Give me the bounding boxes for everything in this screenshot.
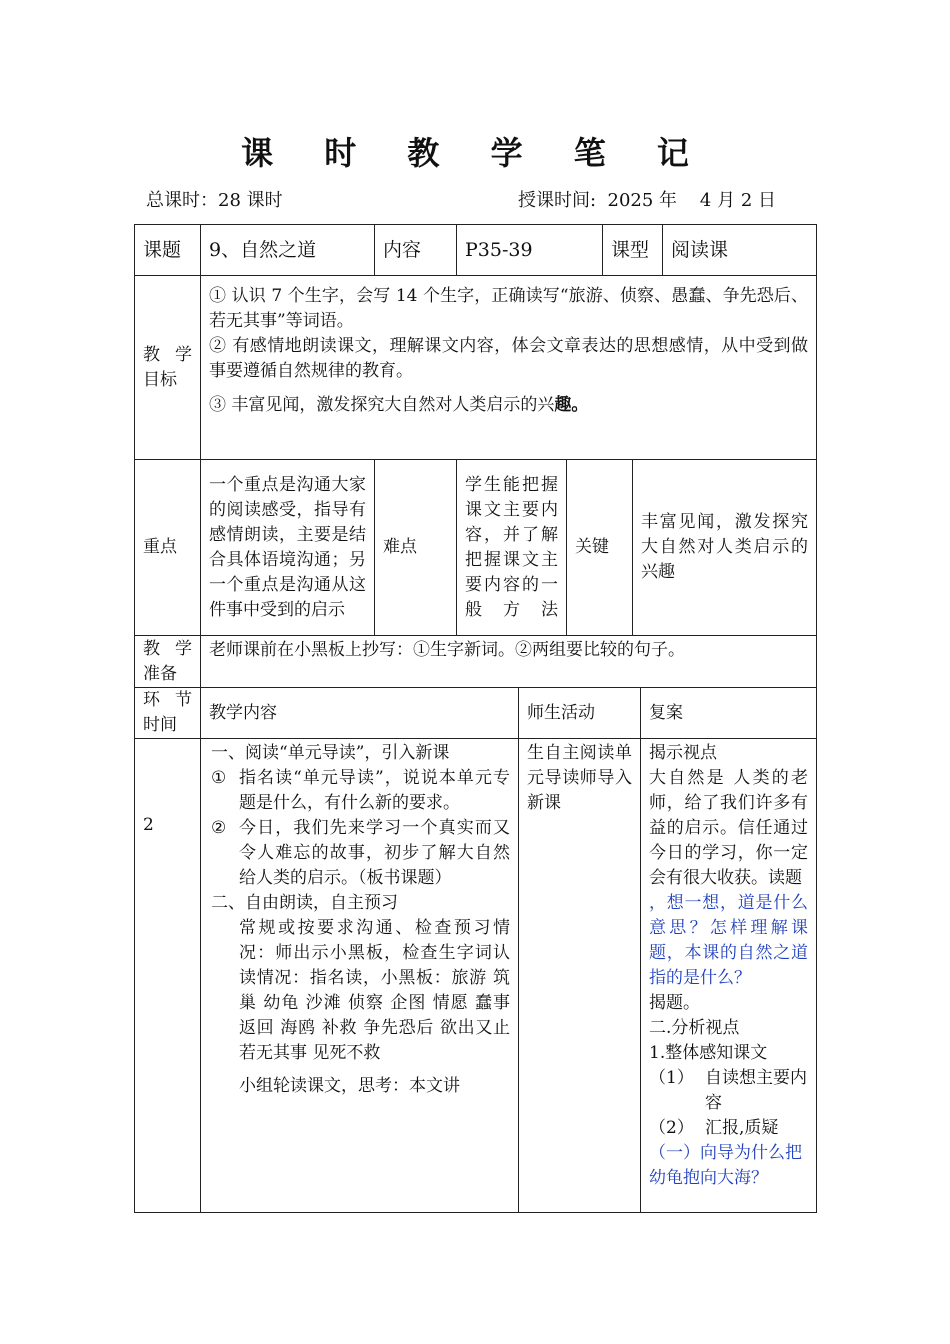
topic-label: 课题	[135, 225, 201, 276]
lesson-time: 2	[135, 739, 201, 1213]
type-label: 课型	[603, 225, 663, 276]
content-item-2-num: ②	[211, 818, 227, 838]
review-line-8-text: 汇报,质疑	[705, 1118, 779, 1138]
goals-label-line2: 目标	[143, 369, 177, 390]
prep-label	[135, 636, 201, 688]
prep-label-line1: 教 学	[143, 638, 192, 659]
lesson-review	[641, 739, 817, 1213]
review-line-4: 揭题。	[649, 993, 700, 1013]
content-value: P35-39	[457, 225, 603, 276]
review-line-6: 1.整体感知课文	[649, 1043, 768, 1063]
lesson-body-row	[135, 739, 817, 1213]
goal-item-3	[209, 393, 808, 418]
goals-content	[201, 276, 817, 460]
page-title: 课 时 教 学 笔 记	[241, 134, 709, 172]
review-line-7	[649, 1066, 808, 1116]
type-value: 阅读课	[663, 225, 817, 276]
lesson-header-row	[135, 688, 817, 739]
goals-label	[135, 276, 201, 460]
review-line-9	[649, 1141, 808, 1191]
content-header: 教学内容	[201, 688, 519, 739]
content-item-1-num: ①	[211, 768, 227, 788]
content-heading-1: 一、阅读“单元导读”，引入新课	[211, 743, 450, 763]
core-text: 丰富见闻，激发探究大自然对人类启示的兴趣	[633, 460, 817, 636]
goals-label-line1: 教 学	[143, 344, 192, 365]
prep-label-line2: 准备	[143, 663, 177, 684]
review-line-7-num: （1）	[649, 1068, 694, 1088]
topic-row	[134, 224, 817, 276]
review-line-9-text: 向导为什么把幼龟抱向大海？	[649, 1143, 802, 1188]
goals-row	[134, 275, 817, 460]
total-hours: 总课时：28 课时	[146, 190, 283, 211]
review-line-8-num: （2）	[649, 1118, 694, 1138]
activity-header: 师生活动	[519, 688, 641, 739]
goal-item-3-tail: 趣。	[554, 395, 589, 415]
content-item-2-text: 今日，我们先来学习一个真实而又令人难忘的故事，初步了解大自然给人类的启示。（板书课题）	[239, 818, 510, 888]
stage-header-line1: 环 节	[143, 690, 192, 710]
goal-item-2: ② 有感情地朗读课文，理解课文内容，体会文章表达的思想感情，从中受到做事要遵循自然规律的教育。	[209, 336, 808, 381]
goal-item-3-main: ③ 丰富见闻，激发探究大自然对人类启示的兴	[209, 395, 555, 415]
lesson-activity: 生自主阅读单元导读师导入新课	[519, 739, 641, 1213]
stage-header-line2: 时间	[143, 715, 177, 735]
content-paragraph-1: 常规或按要求沟通、检查预习情况：师出示小黑板，检查生字词认读情况：指名读，小黑板：旅游 筑巢 幼龟 沙滩 侦察 企图 情愿 蠢事 返回 海鸥 补救 争先恐后 欲出又止 若无其事 见死不救	[239, 918, 510, 1063]
key-point-text: 一个重点是沟通大家的阅读感受，指导有感情朗读，主要是结合具体语境沟通；另一个重点是沟通从这件事中受到的启示	[201, 460, 375, 636]
focus-row	[134, 459, 817, 636]
content-item-2	[211, 816, 510, 891]
content-label: 内容	[375, 225, 457, 276]
lesson-plan-table	[134, 224, 816, 1210]
lesson-content	[201, 739, 519, 1213]
review-line-9-num: （一）	[649, 1143, 700, 1163]
goal-item-1: ① 认识 7 个生字，会写 14 个生字，正确读写“旅游、侦察、愚蠢、争先恐后、若无其事”等词语。	[209, 286, 809, 331]
review-line-3: ，想一想，道是什么意思？怎样理解课题，本课的自然之道指的是什么？	[649, 893, 808, 988]
core-label: 关键	[567, 460, 633, 636]
teach-date: 授课时间: 2025 年 4 月 2 日	[518, 190, 776, 211]
difficulty-text: 学生能把握课文主要内容，并了解把握课文主要内容的一般方法	[457, 460, 567, 636]
review-line-7-text: 自读想主要内容	[705, 1068, 807, 1113]
key-point-label: 重点	[135, 460, 201, 636]
content-item-1-text: 指名读“单元导读”，说说本单元专题是什么，有什么新的要求。	[239, 768, 510, 813]
review-line-2: 大自然是 人类的老师，给了我们许多有益的启示。信任通过今日的学习，你一定会有很大收获。读题	[649, 768, 808, 888]
review-line-5: 二.分析视点	[649, 1018, 740, 1038]
prep-row	[134, 635, 817, 688]
review-header: 复案	[641, 688, 817, 739]
lesson-table	[134, 687, 817, 1213]
difficulty-label: 难点	[375, 460, 457, 636]
stage-header	[135, 688, 201, 739]
prep-text: 老师课前在小黑板上抄写：①生字新词。②两组要比较的句子。	[201, 636, 817, 688]
content-item-1	[211, 766, 510, 816]
content-paragraph-2: 小组轮读课文，思考：本文讲	[239, 1076, 460, 1096]
review-line-1: 揭示视点	[649, 743, 717, 763]
content-heading-2: 二、自由朗读，自主预习	[211, 893, 398, 913]
review-line-8	[649, 1116, 808, 1141]
topic-value: 9、自然之道	[201, 225, 375, 276]
